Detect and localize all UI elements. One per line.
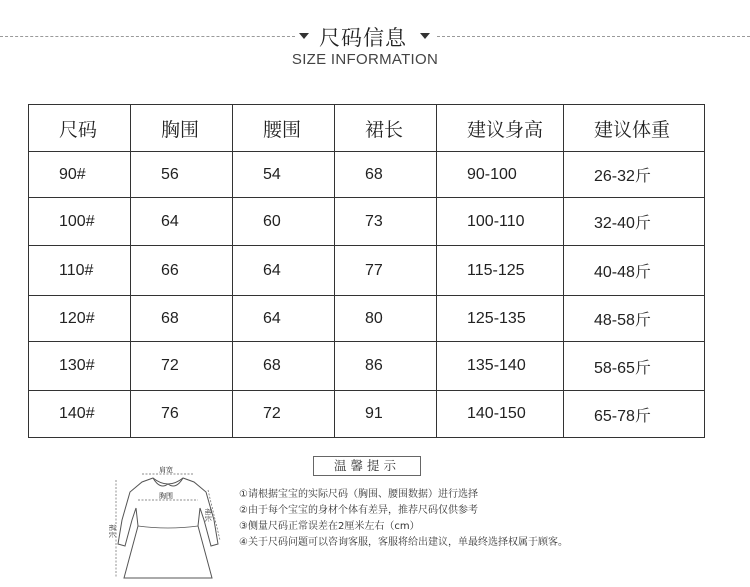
table-cell: 60 [233, 198, 335, 246]
table-cell: 65-78斤 [564, 391, 705, 438]
tip-item: ④关于尺码问题可以咨询客服，客服将给出建议，单最终选择权属于顾客。 [239, 537, 568, 548]
chest-label: 胸围 [159, 492, 173, 500]
header-height: 建议身高 [437, 105, 564, 152]
table-cell: 125-135 [437, 296, 564, 342]
length-label: 裙长 [108, 524, 116, 538]
header-waist: 腰围 [233, 105, 335, 152]
header-chest: 胸围 [131, 105, 233, 152]
shoulder-label: 肩宽 [159, 466, 173, 474]
table-cell: 90# [29, 152, 131, 198]
page-subtitle: SIZE INFORMATION [291, 51, 439, 68]
table-cell: 58-65斤 [564, 342, 705, 391]
table-cell: 130# [29, 342, 131, 391]
table-cell: 73 [335, 198, 437, 246]
tip-item: ①请根据宝宝的实际尺码（胸围、腰围数据）进行选择 [239, 489, 478, 500]
table-cell: 56 [131, 152, 233, 198]
page-title: 尺码信息 [319, 26, 407, 50]
table-cell: 64 [233, 296, 335, 342]
table-row [29, 198, 705, 246]
table-cell: 140-150 [437, 391, 564, 438]
table-cell: 64 [233, 246, 335, 296]
tips-title: 温馨提示 [313, 456, 421, 476]
table-cell: 86 [335, 342, 437, 391]
header-length: 裙长 [335, 105, 437, 152]
table-cell: 40-48斤 [564, 246, 705, 296]
table-cell: 100# [29, 198, 131, 246]
table-cell: 68 [233, 342, 335, 391]
header-size: 尺码 [29, 105, 131, 152]
table-row [29, 296, 705, 342]
table-cell: 91 [335, 391, 437, 438]
table-row [29, 246, 705, 296]
table-cell: 72 [131, 342, 233, 391]
table-cell: 140# [29, 391, 131, 438]
table-cell: 80 [335, 296, 437, 342]
table-cell: 72 [233, 391, 335, 438]
header-divider-right [437, 36, 750, 37]
tip-item: ②由于每个宝宝的身材个体有差异，推荐尺码仅供参考 [239, 505, 478, 516]
table-cell: 115-125 [437, 246, 564, 296]
table-cell: 90-100 [437, 152, 564, 198]
table-cell: 100-110 [437, 198, 564, 246]
table-cell: 64 [131, 198, 233, 246]
table-cell: 68 [335, 152, 437, 198]
sleeve-label: 袖长 [204, 508, 212, 522]
size-table [28, 104, 705, 438]
triangle-down-icon [299, 33, 309, 39]
table-cell: 66 [131, 246, 233, 296]
table-row [29, 342, 705, 391]
table-cell: 120# [29, 296, 131, 342]
table-row [29, 152, 705, 198]
table-header-row [29, 105, 705, 152]
tip-item: ③侧量尺码正常误差在2厘米左右（cm） [239, 521, 420, 532]
dress-measurement-diagram [108, 460, 228, 585]
triangle-down-icon [420, 33, 430, 39]
table-row [29, 391, 705, 438]
header-weight: 建议体重 [564, 105, 705, 152]
table-cell: 26-32斤 [564, 152, 705, 198]
table-cell: 135-140 [437, 342, 564, 391]
table-cell: 48-58斤 [564, 296, 705, 342]
table-cell: 32-40斤 [564, 198, 705, 246]
table-cell: 54 [233, 152, 335, 198]
header-divider-left [0, 36, 295, 37]
table-cell: 76 [131, 391, 233, 438]
tips-list [239, 487, 568, 551]
table-cell: 110# [29, 246, 131, 296]
table-cell: 77 [335, 246, 437, 296]
table-cell: 68 [131, 296, 233, 342]
